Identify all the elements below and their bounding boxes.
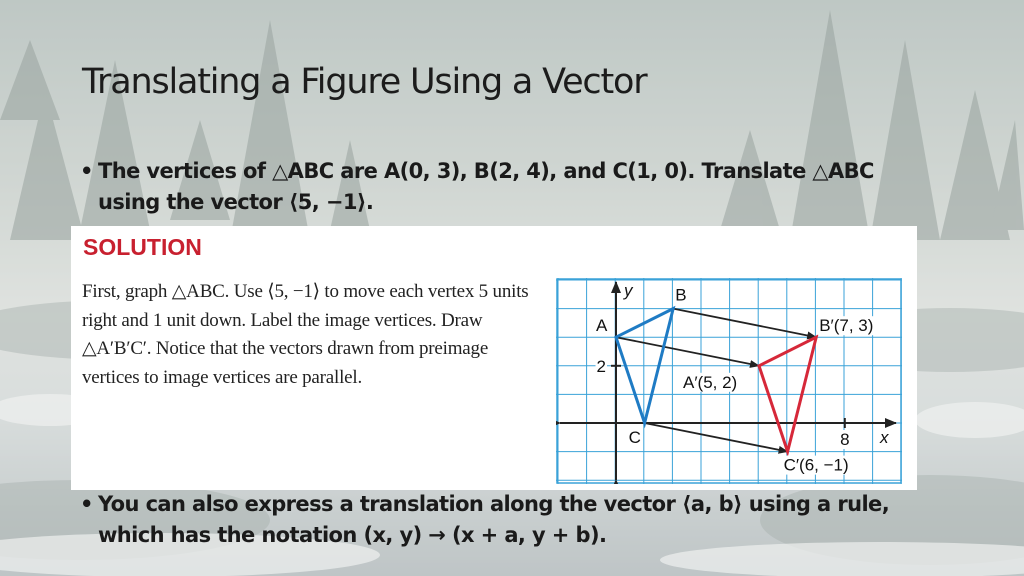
x-tick-label: 8 (840, 430, 850, 449)
vertex-label-b-prime: B′(7, 3) (819, 316, 874, 336)
vertex-label-b: B (675, 285, 687, 305)
vertex-label-a-prime: A′(5, 2) (683, 372, 738, 392)
solution-explanation: First, graph △ABC. Use ⟨5, −1⟩ to move each vertex 5 units right and 1 unit down. Label the image vertices. Draw △A′B′C′. Notice that the vectors drawn from preimage vertices to image vertices are parallel. (82, 281, 529, 388)
bullet-text: The vertices of △ABC are A(0, 3), B(2, 4), and C(1, 0). Translate △ABC using the vector ⟨5, −1⟩. (98, 159, 874, 214)
bullet-dot: • (80, 159, 93, 183)
vector-arrow-c (645, 423, 788, 452)
vector-arrow-a (616, 337, 759, 366)
bullet-translation-rule (80, 489, 918, 551)
bullet-text: You can also express a translation along the vector ⟨a, b⟩ using a rule, which has the notation (x, y) → (x + a, y + b). (98, 492, 890, 547)
vertex-label-a: A (596, 316, 608, 336)
x-axis-label: x (880, 428, 889, 447)
graph-labels (595, 281, 890, 475)
y-axis-label: y (624, 281, 633, 300)
vertex-label-c-prime: C′(6, −1) (783, 455, 849, 475)
slide-title: Translating a Figure Using a Vector (82, 62, 647, 102)
bullet-dot: • (80, 492, 93, 516)
vertex-label-c: C (628, 428, 641, 447)
vector-arrow-b (673, 309, 816, 338)
y-tick-label: 2 (596, 356, 606, 376)
bullet-problem-statement (80, 156, 898, 218)
coordinate-graph (556, 278, 902, 484)
solution-heading: SOLUTION (83, 234, 202, 260)
